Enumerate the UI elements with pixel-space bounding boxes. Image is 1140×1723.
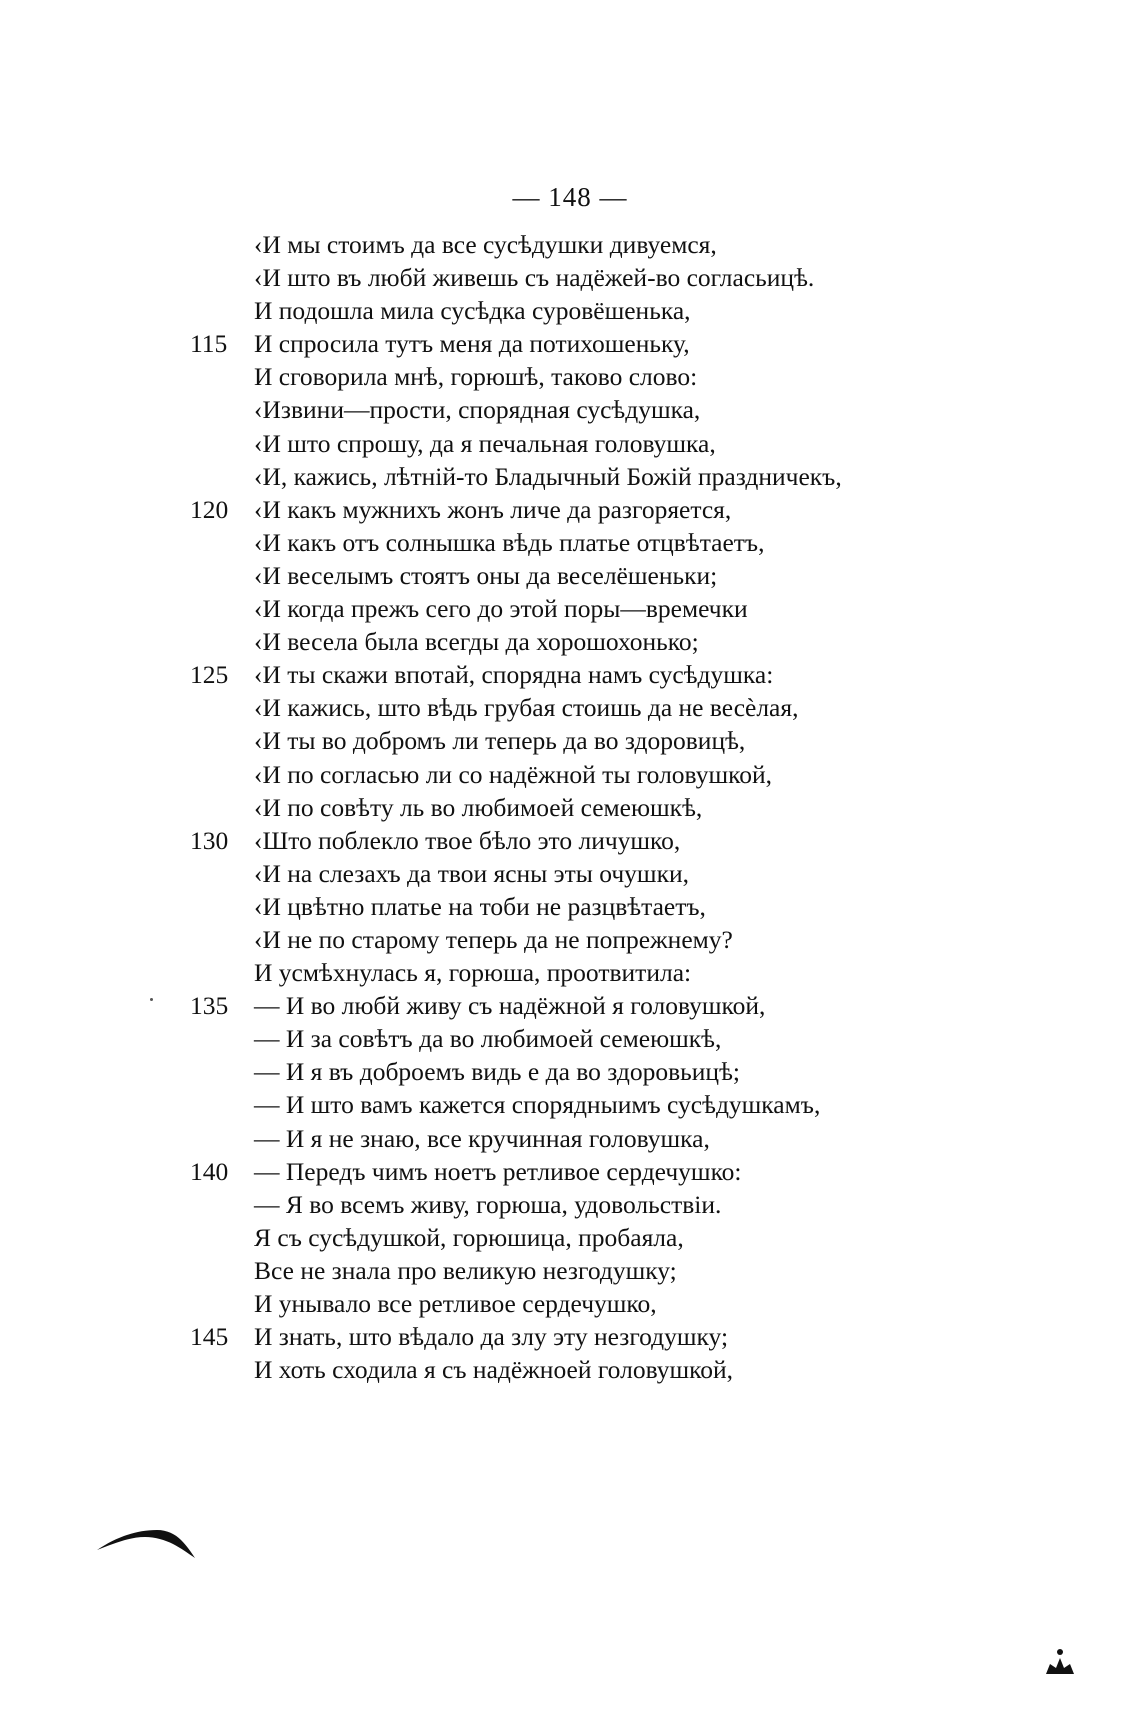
verse-line (190, 526, 950, 559)
verse-line (190, 989, 950, 1022)
verse-line (190, 294, 950, 327)
verse-text: Я съ сусѣдушкой, горюшица, пробаяла, (254, 1222, 684, 1252)
verse-line (190, 559, 950, 592)
verse-text: ‹И какъ отъ солнышка вѣдь платье отцвѣтаетъ, (254, 527, 765, 557)
verse-text: ‹И по согласью ли со надёжной ты головушкой, (254, 759, 772, 789)
verse-text: ‹И цвѣтно платье на тоби не разцвѣтаетъ, (254, 891, 706, 921)
verse-line (190, 228, 950, 261)
verse-text: И усмѣхнулась я, горюша, проотвитила: (254, 958, 692, 988)
verse-line (190, 1221, 950, 1254)
verse-line (190, 1254, 950, 1287)
verse-text: — И во любй живу съ надёжной я головушкой, (254, 991, 766, 1021)
verse-line (190, 658, 950, 691)
verse-line (190, 1155, 950, 1188)
verse-text: ‹И весела была всегды да хорошохонько; (254, 627, 699, 657)
verse-text: ‹И не по старому теперь да не попрежнему? (254, 924, 733, 954)
verse-text: ‹Извини—прости, спорядная сусѣдушка, (254, 395, 701, 425)
verse-line (190, 625, 950, 658)
verse-line (190, 1353, 950, 1386)
verse-text: — И я не знаю, все кручинная головушка, (254, 1123, 710, 1153)
verse-text: — И я въ доброемъ видь е да во здоровьицѣ; (254, 1057, 741, 1087)
line-number: 135 (190, 991, 229, 1021)
verse-line (190, 1022, 950, 1055)
verse-text: И хоть сходила я съ надёжноей головушкой, (254, 1355, 733, 1385)
verse-line (190, 724, 950, 757)
poem-body (190, 228, 950, 1386)
verse-text: — Я во всемъ живу, горюша, удовольствіи. (254, 1189, 722, 1219)
verse-text: И сговорила мнѣ, горюшѣ, таково слово: (254, 362, 698, 392)
verse-text: ‹И кажись, што вѣдь грубая стоишь да не весѐлая, (254, 693, 799, 723)
verse-line (190, 493, 950, 526)
verse-text: ‹И по совѣту ль во любимоей семеюшкѣ, (254, 792, 703, 822)
verse-text: ‹Што поблекло твое бѣло это личушко, (254, 825, 681, 855)
verse-text: И знать, што вѣдало да злу эту незгодушку; (254, 1322, 729, 1352)
verse-line (190, 691, 950, 724)
verse-text: Все не знала про великую незгодушку; (254, 1255, 677, 1285)
verse-line (190, 460, 950, 493)
line-number: 125 (190, 660, 229, 690)
verse-line (190, 1122, 950, 1155)
verse-line (190, 1088, 950, 1121)
verse-line (190, 791, 950, 824)
line-number: 115 (190, 329, 228, 359)
verse-text: ‹И ты во добромъ ли теперь да во здоровицѣ, (254, 726, 746, 756)
verse-text: ‹И на слезахъ да твои ясны эты очушки, (254, 858, 689, 888)
verse-line (190, 393, 950, 426)
line-number: 140 (190, 1156, 229, 1186)
verse-line (190, 1320, 950, 1353)
verse-line (190, 890, 950, 923)
verse-text: ‹И што въ любй живешь съ надёжей-во согласьицѣ. (254, 263, 815, 293)
verse-line (190, 261, 950, 294)
verse-line (190, 1287, 950, 1320)
line-number: 145 (190, 1322, 229, 1352)
verse-text: ‹И какъ мужнихъ жонъ личе да разгоряется, (254, 494, 732, 524)
verse-line (190, 956, 950, 989)
verse-text: ‹И мы стоимъ да все сусѣдушки дивуемся, (254, 230, 717, 259)
verse-line (190, 592, 950, 625)
library-stamp-mark (1040, 1640, 1080, 1680)
paper-speck (150, 998, 153, 1001)
verse-text: И подошла мила сусѣдка суровёшенька, (254, 296, 691, 326)
verse-line (190, 758, 950, 791)
line-number: 120 (190, 494, 229, 524)
verse-line (190, 427, 950, 460)
page-number: — 148 — (512, 182, 628, 212)
verse-text: — Передъ чимъ ноетъ ретливое сердечушко: (254, 1156, 742, 1186)
verse-line (190, 1188, 950, 1221)
verse-line (190, 857, 950, 890)
verse-text: ‹И, кажись, лѣтній-то Бладычный Божій праздничекъ, (254, 461, 842, 491)
verse-text: ‹И веселымъ стоятъ оны да веселёшеньки; (254, 560, 718, 590)
verse-text: И унывало все ретливое сердечушко, (254, 1289, 657, 1318)
verse-line (190, 824, 950, 857)
line-number: 130 (190, 825, 229, 855)
verse-text: ‹И ты скажи впотай, спорядна намъ сусѣдушка: (254, 660, 774, 690)
verse-line (190, 1055, 950, 1088)
verse-line (190, 923, 950, 956)
verse-text: — И за совѣтъ да во любимоей семеюшкѣ, (254, 1024, 722, 1054)
verse-text: И спросила тутъ меня да потихошеньку, (254, 329, 690, 359)
ink-stroke-mark (95, 1520, 205, 1560)
verse-line (190, 360, 950, 393)
verse-line (190, 327, 950, 360)
verse-text: ‹И когда прежъ сего до этой поры—времечки (254, 594, 748, 624)
verse-text: — И што вамъ кажется спорядныимъ сусѣдушкамъ, (254, 1090, 821, 1120)
verse-text: ‹И што спрошу, да я печальная головушка, (254, 428, 716, 458)
